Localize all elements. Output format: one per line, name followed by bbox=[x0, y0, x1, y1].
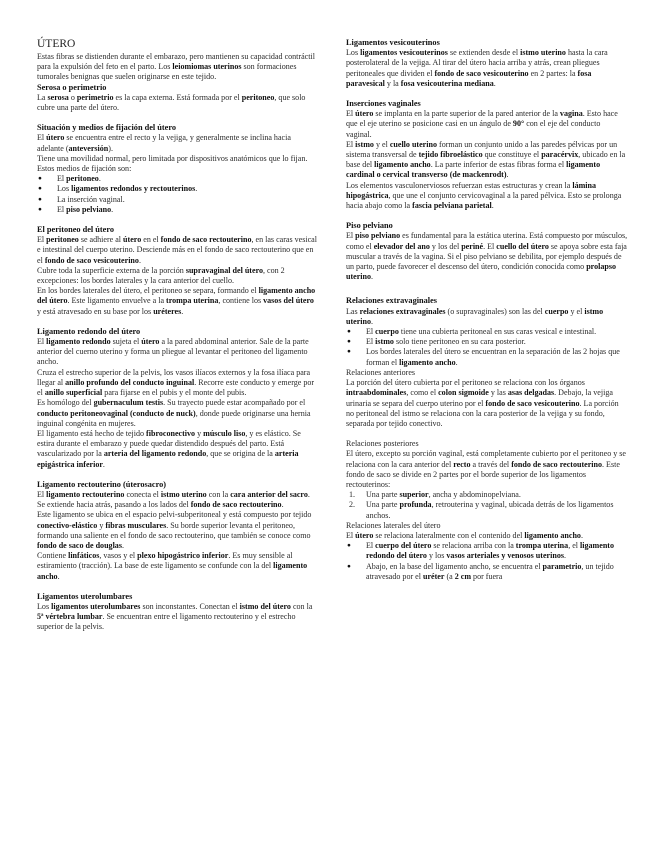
paragraph: Los elementos vasculonerviosos refuerzan estas estructuras y crean la lámina hipogástrica, que une el conjunto cervicovaginal a la pared pélvica. Esto se prolonga hacia abajo como la fascia pelviana parietal. bbox=[346, 180, 622, 211]
section-heading: Relaciones extravaginales bbox=[346, 296, 438, 306]
document-title: ÚTERO bbox=[37, 38, 76, 50]
spacer bbox=[37, 317, 319, 327]
paragraph: El útero se encuentra entre el recto y la vejiga, y generalmente se inclina hacia adelante (anteversión). bbox=[37, 133, 291, 153]
paragraph: El ligamento está hecho de tejido fibroconectivo y músculo liso, y es elástico. Se estira durante el embarazo y puede quedar distendido después del parto. Está vascularizado por la arteria del ligamento redondo, que se origina de la arteria epigástrica inferior. bbox=[37, 428, 301, 469]
spacer bbox=[346, 89, 628, 99]
bullet-list bbox=[346, 327, 628, 368]
paragraph: La serosa o perimetrio es la capa externa. Está formada por el peritoneo, que solo cubre una parte del útero. bbox=[37, 92, 306, 113]
paragraph: Contiene linfáticos, vasos y el plexo hipogástrico inferior. Es muy sensible al estiramiento (tracción). La base de este ligamento se confunde con la del ligamento ancho. bbox=[37, 551, 308, 581]
list-item: ● El cuerpo del útero se relaciona arriba con la trompa uterina, el ligamento redondo del útero y los vasos arteriales y venosos uterinos. bbox=[346, 541, 628, 561]
list-item: ● La inserción vaginal. bbox=[37, 195, 319, 205]
bullet-list bbox=[37, 174, 319, 215]
paragraph: El ligamento rectouterino conecta el istmo uterino con la cara anterior del sacro. Se extiende hacia atrás, pasando a los lados del fondo de saco rectouterino. bbox=[37, 489, 310, 510]
section-heading: Ligamento redondo del útero bbox=[37, 326, 141, 336]
section-heading: Ligamentos uterolumbares bbox=[37, 591, 133, 601]
section-heading: Ligamento rectouterino (úterosacro) bbox=[37, 479, 167, 489]
spacer bbox=[346, 282, 628, 292]
list-item: 2. Una parte profunda, retrouterina y vaginal, ubicada detrás de los ligamentos anchos. bbox=[349, 500, 614, 520]
paragraph: Cruza el estrecho superior de la pelvis, los vasos ilíacos externos y la fosa ilíaca para llegar al anillo profundo del conducto inguinal. Recorre este conducto y emerge por el anillo superficial para fijarse en el pubis y el monte del pubis. bbox=[37, 367, 315, 398]
spacer bbox=[37, 470, 319, 480]
paragraph: Los ligamentos uterolumbares son inconstantes. Conectan el istmo del útero con la 5ª vértebra lumbar. Se encuentran entre el ligamento rectouterino y el estrecho superior de la pelvis. bbox=[37, 601, 313, 632]
paragraph: Relaciones laterales del útero bbox=[346, 520, 441, 530]
paragraph: Cubre toda la superficie externa de la porción supravaginal del útero, con 2 excepciones: los bordes laterales y la cara anterior del cuello. bbox=[37, 265, 285, 286]
spacer bbox=[37, 582, 319, 592]
paragraph: Es homólogo del gubernaculum testis. Su trayecto puede estar acompañado por el conducto peritoneovaginal (conducto de nuck), donde puede originarse una hernia inguinal congénita en mujeres. bbox=[37, 398, 311, 428]
spacer bbox=[346, 429, 628, 439]
list-item: ● Abajo, en la base del ligamento ancho, se encuentra el parametrio, un tejido atravesado por el uréter (a 2 cm por fuera bbox=[346, 562, 628, 582]
list-item: ● El peritoneo. bbox=[37, 174, 319, 184]
section-heading: Ligamentos vesicouterinos bbox=[346, 38, 440, 47]
list-item: ● Los bordes laterales del útero se encuentran en la separación de las 2 hojas que forman el ligamento ancho. bbox=[346, 347, 628, 367]
paragraph: El peritoneo se adhiere al útero en el fondo de saco rectouterino, en las caras vesical e intestinal del cuerpo uterino. Desciende más en el fondo de saco rectouterino que en el fondo de saco vesicouterino. bbox=[37, 235, 317, 265]
left-column bbox=[37, 38, 319, 633]
paragraph: Relaciones anteriores bbox=[346, 367, 416, 377]
paragraph: Los ligamentos vesicouterinos se extienden desde el istmo uterino hasta la cara posterolateral de la vejiga. Al tirar del útero hacia arriba y atrás, crean pliegues peritoneales que dividen el fondo de saco vesicouterino en 2 partes: la fosa paravesical y la fosa vesicouterina mediana. bbox=[346, 48, 608, 88]
right-column bbox=[346, 38, 628, 582]
paragraph: El útero, excepto su porción vaginal, está completamente cubierto por el peritoneo y se relaciona con la cara anterior del recto a través del fondo de saco rectouterino. Este fondo de saco se divide en 2 partes por el borde superior de los ligamentos rectouterinos: bbox=[346, 449, 626, 489]
paragraph: En los bordes laterales del útero, el peritoneo se separa, formando el ligamento ancho del útero. Este ligamento envuelve a la trompa uterina, contiene los vasos del útero y está atravesado en su base por los uréteres. bbox=[37, 286, 316, 316]
section-heading: El peritoneo del útero bbox=[37, 225, 115, 235]
paragraph: El útero se relaciona lateralmente con el contenido del ligamento ancho. bbox=[346, 530, 583, 540]
list-item: ● El piso pelviano. bbox=[37, 205, 319, 215]
paragraph: Relaciones posteriores bbox=[346, 439, 419, 449]
spacer bbox=[37, 113, 319, 123]
paragraph: Las relaciones extravaginales (o supravaginales) son las del cuerpo y el istmo uterino. bbox=[346, 306, 604, 326]
paragraph: El istmo y el cuello uterino forman un conjunto unido a las paredes pélvicas por un sistema transversal de tejido fibroelástico que constituye el paracérvix, ubicado en la base del ligamento ancho. La parte inferior de estas fibras forma el ligamento cardinal o cervical transverso (de mackenrodt). bbox=[346, 139, 626, 180]
list-item: ● Los ligamentos redondos y rectouterinos. bbox=[37, 184, 319, 194]
section-heading: Inserciones vaginales bbox=[346, 99, 421, 109]
numbered-list bbox=[346, 490, 628, 521]
list-item: ● El cuerpo tiene una cubierta peritoneal en sus caras vesical e intestinal. bbox=[346, 327, 628, 337]
paragraph: Estas fibras se distienden durante el embarazo, pero mantienen su capacidad contráctil para la expulsión del feto en el parto. Los leiomiomas uterinos son formaciones tumorales benignas que suelen originarse en este tejido. bbox=[37, 52, 315, 82]
spacer bbox=[37, 215, 319, 225]
paragraph: El útero se implanta en la parte superior de la pared anterior de la vagina. Esto hace que el eje uterino se posicione casi en un ángulo de 90° con el eje del conducto vaginal. bbox=[346, 109, 618, 139]
section-heading: Piso pelviano bbox=[346, 221, 393, 231]
paragraph: El ligamento redondo sujeta el útero a la pared abdominal anterior. Sale de la parte anterior del cuerno uterino y forma un pliegue al levantar el peritoneo del ligamento ancho. bbox=[37, 337, 309, 367]
paragraph: Este ligamento se ubica en el espacio pelvi-subperitoneal y está compuesto por tejido conectivo-elástico y fibras musculares. Su borde superior levanta el peritoneo, formando una saliente en el fondo de saco rectouterino, que también se conoce como fondo de saco de douglas. bbox=[37, 510, 312, 550]
bullet-list bbox=[346, 541, 628, 582]
paragraph: La porción del útero cubierta por el peritoneo se relaciona con los órganos intraabdominales, como el colon sigmoide y las asas delgadas. Debajo, la vejiga urinaria se separa del cuerpo uterino por el fondo de saco vesicouterino. La porción no peritoneal del istmo se relaciona con la cara posterior de la vejiga y su fondo, separada por tejido conectivo. bbox=[346, 378, 619, 428]
paragraph: Tiene una movilidad normal, pero limitada por dispositivos anatómicos que lo fijan. Estos medios de fijación son: bbox=[37, 153, 308, 174]
section-heading: Situación y medios de fijación del útero bbox=[37, 123, 177, 133]
section-heading: Serosa o perimetrio bbox=[37, 82, 107, 92]
list-item: 1. Una parte superior, ancha y abdominopelviana. bbox=[349, 490, 521, 500]
list-item: ● El istmo solo tiene peritoneo en su cara posterior. bbox=[346, 337, 628, 347]
paragraph: El piso pelviano es fundamental para la estática uterina. Está compuesto por músculos, como el elevador del ano y los del periné. El cuello del útero se apoya sobre esta faja muscular a través de la vagina. Si el piso pelviano se debilita, por ejemplo después de un parto, puede favorecer el descenso del útero, condición conocida como prolapso uterino. bbox=[346, 231, 628, 282]
spacer bbox=[346, 211, 628, 221]
